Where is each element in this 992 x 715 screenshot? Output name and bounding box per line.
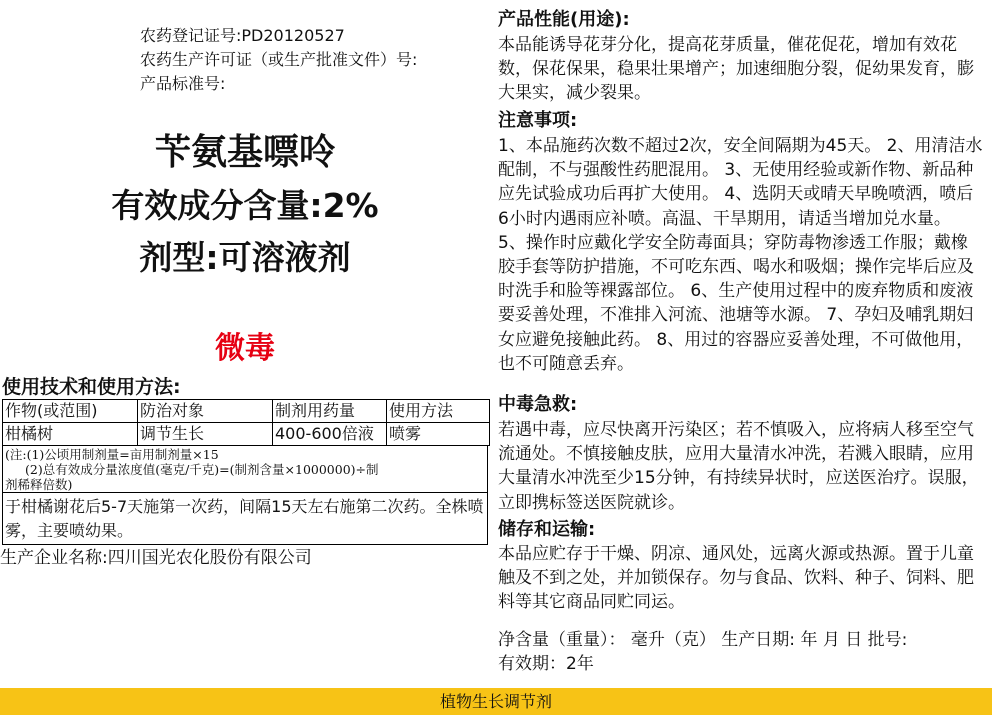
manufacturer: 生产企业名称:四川国光农化股份有限公司 (0, 548, 312, 568)
note-line-3: 剂稀释倍数) (5, 477, 73, 492)
production-license: 农药生产许可证（或生产批准文件）号: (140, 50, 418, 69)
toxicity-label: 微毒 (215, 331, 275, 366)
table-row (3, 423, 490, 446)
category-footer: 植物生长调节剂 (0, 688, 992, 715)
usage-table (2, 399, 490, 446)
formulation: 剂型:可溶液剂 (139, 238, 351, 277)
first-aid-title: 中毒急救: (498, 394, 578, 415)
net-content: 净含量（重量）： 毫升（克） 生产日期: 年 月 日 批号: (498, 630, 908, 650)
storage-text: 本品应贮存于干燥、阴凉、通风处，远离火源或热源。置于儿童触及不到之处，并加锁保存。勿与食品、饮料、种子、饲料、肥料等其它商品同贮同运。 (498, 544, 974, 613)
table-header-row (3, 400, 490, 423)
usage-title: 使用技术和使用方法: (2, 376, 181, 398)
registration-number: 农药登记证号:PD20120527 (140, 26, 345, 45)
product-name: 苄氨基嘌呤 (154, 132, 335, 173)
cell-method: 喷雾 (387, 423, 490, 446)
cell-crop: 柑橘树 (3, 423, 138, 446)
note-line-2: (2)总有效成分量浓度值(毫克/千克)=(制剂含量×1000000)÷制 (25, 462, 379, 477)
header-crop: 作物(或范围) (3, 400, 138, 423)
header-method: 使用方法 (387, 400, 490, 423)
header-target: 防治对象 (138, 400, 273, 423)
performance-title: 产品性能(用途): (498, 9, 630, 30)
note-line-1: (注:(1)公顷用制剂量=亩用制剂量×15 (5, 447, 219, 462)
storage-title: 储存和运输: (498, 519, 596, 540)
performance-text: 本品能诱导花芽分化，提高花芽质量，催花促花，增加有效花数，保花保果，稳果壮果增产；加速细胞分裂，促幼果发育，膨大果实，减少裂果。 (498, 35, 974, 104)
application-instructions: 于柑橘谢花后5-7天施第一次药，间隔15天左右施第二次药。全株喷雾，主要喷幼果。 (2, 493, 488, 545)
product-standard: 产品标准号: (140, 74, 226, 93)
precautions-text: 1、本品施药次数不超过2次，安全间隔期为45天。 2、用清洁水配制，不与强酸性药肥混用。 3、无使用经验或新作物、新品种应先试验成功后再扩大使用。 4、选阴天或晴天早晚喷洒，喷后6小时内遇雨应补喷。高温、干旱期用，请适当增加兑水量。 5、操作时应戴化学安全防毒面具；穿防毒物渗透工作服；戴橡胶手套等防护措施，不可吃东西、喝水和吸烟；操作完毕后应及时洗手和脸等裸露部位。 6、生产使用过程中的废弃物质和废液要妥善处理，不准排入河流、池塘等水源。 7、孕妇及哺乳期妇女应避免接触此药。 8、用过的容器应妥善处理，不可做他用，也不可随意丢弃。 (498, 136, 983, 374)
active-content: 有效成分含量:2% (111, 186, 379, 225)
usage-notes (2, 445, 488, 493)
validity: 有效期：2年 (498, 654, 594, 674)
header-dosage: 制剂用药量 (273, 400, 387, 423)
precautions-title: 注意事项: (498, 110, 578, 131)
cell-dosage: 400-600倍液 (273, 423, 387, 446)
cell-target: 调节生长 (138, 423, 273, 446)
first-aid-text: 若遇中毒，应尽快离开污染区；若不慎吸入，应将病人移至空气流通处。不慎接触皮肤，应用大量清水冲洗，若溅入眼睛，应用大量清水冲洗至少15分钟，有持续异状时，应送医治疗。误服，立即携标签送医院就诊。 (498, 420, 979, 513)
